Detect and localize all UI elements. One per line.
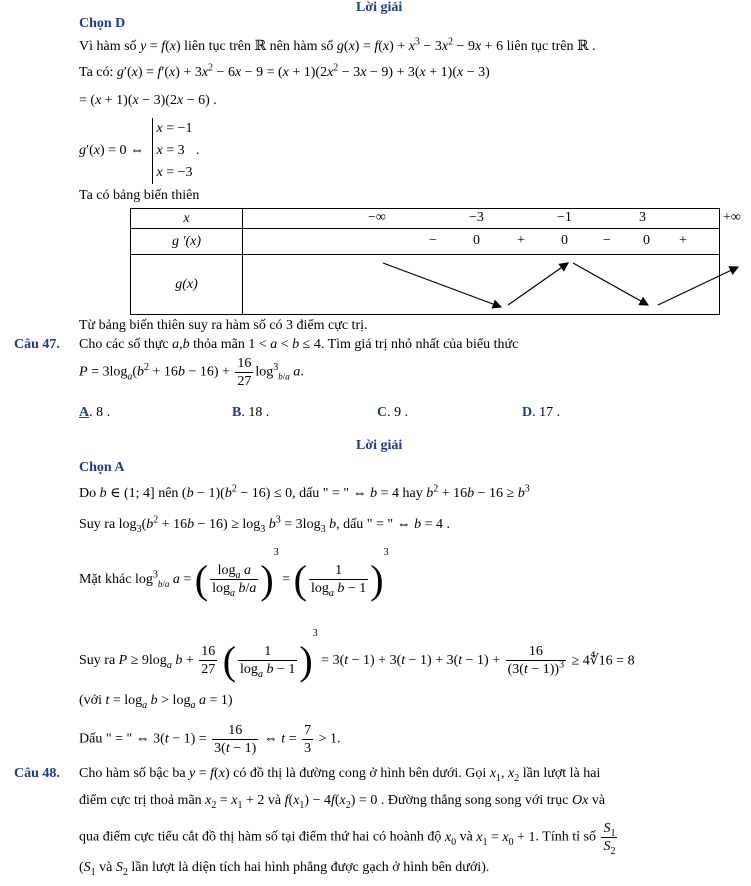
option-b-key: B xyxy=(232,405,242,420)
row-x-label: x xyxy=(131,209,243,229)
option-c-key: C xyxy=(377,405,388,420)
option-d-value: . 17 . xyxy=(532,405,561,420)
variation-arrows xyxy=(243,255,751,315)
text-mat-khac: Mặt khác xyxy=(79,571,132,587)
solution-line-1: Vì hàm số y = f(x) liên tục trên ℝ nên hàm số $g(x) = f(x) + x^3 - 3x^2 - 9x + 6$ liên tục trên ℝ . xyxy=(79,36,596,54)
x-value: −1 xyxy=(557,210,572,225)
option-b[interactable] xyxy=(232,405,269,421)
option-b-value: . 18 . xyxy=(241,405,270,420)
text-dau-2: Dấu xyxy=(79,731,103,747)
arrow-up-1 xyxy=(508,263,568,305)
x-value: 3 xyxy=(639,210,647,225)
variation-table xyxy=(130,208,741,315)
arrow-up-2 xyxy=(658,267,738,305)
sign: 0 xyxy=(473,233,481,248)
cau-48-line-1: Cho hàm số bậc ba y = f(x) có đồ thị là đường cong ở hình bên dưới. Gọi $x_1$, $x_2$ lần lượt là hai xyxy=(79,766,601,784)
text-lien-tuc: liên tục trên ℝ nên hàm số xyxy=(184,39,334,54)
x-value: −3 xyxy=(469,210,484,225)
cau-48-line-3: qua điểm cực tiểu cắt đồ thị hàm số tại điểm thứ hai có hoành độ $x_0$ và $x_1 = x_0 + 1$. Tính tỉ số $\frac{S_1}{S_2}$ xyxy=(79,821,616,857)
row-x-values xyxy=(243,209,741,229)
text-ket-luan: Từ bảng biến thiên suy ra hàm số có 3 điểm cực trị. xyxy=(79,318,368,333)
text-dau: dấu xyxy=(299,486,320,501)
option-a[interactable] xyxy=(79,405,110,421)
text-suy-ra: Suy ra xyxy=(79,517,116,532)
option-d[interactable] xyxy=(522,405,560,421)
text-do: Do xyxy=(79,486,97,501)
sol-line-3: Mặt khác $\log^3_{b/a} a$ = ( $\frac{\log_a a}{\log_a b/a}$ )$^3$ = ( $\frac{1}{\log_a b - 1}$ )$^3$ xyxy=(79,547,389,602)
option-c[interactable] xyxy=(377,405,408,421)
cau-48-line-4: ($S_1$ và $S_2$ lần lượt là diện tích hai hình phẳng được gạch ở hình bên dưới). xyxy=(79,860,490,878)
c48-text-3b: và xyxy=(459,829,473,845)
sign: 0 xyxy=(643,233,651,248)
text-suy-ra: Suy ra xyxy=(79,652,116,668)
c48-text-2d: và xyxy=(591,793,606,808)
sol-line-6: Dấu " = " ⇔ 3(t − 1) = $\frac{16}{3(t - 1)}$ ⇔ t = $\frac{7}{3}$ > 1. xyxy=(79,723,341,756)
chon-d-label: Chọn D xyxy=(79,16,126,31)
text-hay: hay xyxy=(402,486,423,501)
system-gprime-zero: g′(x) = 0 ⇔ x = −1 x = 3 x = −3 . xyxy=(79,118,200,184)
x-value: +∞ xyxy=(723,210,741,225)
stem-text-2: thỏa mãn xyxy=(193,337,245,352)
x-value: −∞ xyxy=(368,210,386,225)
cau-47-expression: $P = 3\log_a(b^2 + 16b - 16)$ + $\frac{16}{27}$ $\log^3_{b/a} a$. xyxy=(79,356,304,389)
text-ta-co: Ta có: xyxy=(79,65,114,80)
cau-47-label: Câu 47. xyxy=(14,337,60,352)
text-nen: nên xyxy=(158,486,179,501)
sign: + xyxy=(517,233,525,248)
sol-line-2: Suy ra $\log_3(b^2 + 16b - 16) \ge \log_3 b^3 = 3\log_3$ b, dấu " = " ⇔ b = 4 . xyxy=(79,514,451,535)
solution-line-2: Ta có: $g'(x) = f'(x) + 3x^2 - 6x - 9 = (x + 1)(2x^2 - 3x - 9) + 3(x + 1)(x - 3)$ xyxy=(79,62,490,80)
option-a-key: A xyxy=(79,405,90,420)
text-bang-bien-thien: Ta có bảng biến thiên xyxy=(79,188,200,203)
loi-giai-heading-2: Lời giải xyxy=(356,438,403,453)
c48-text-2b: và xyxy=(267,793,282,808)
c48-text-2c: . Đường thẳng song song với trục xyxy=(380,793,569,808)
c48-text-3c: . Tính tỉ số xyxy=(535,829,596,845)
sol-line-4: Suy ra $P \ge 9\log_a$ b + $\frac{16}{27}$ ( $\frac{1}{\log_a b - 1}$ )$^3$ = 3(t − 1) + 3(t − 1) + 3(t − 1) + $\frac{16}{(3(t - 1))^3}$ ≥ 4∜16 = 8 xyxy=(79,628,635,683)
stem-text-3: Tìm giá trị nhỏ nhất của biểu thức xyxy=(327,337,519,352)
row-gprime-label: g '(x) xyxy=(131,229,243,255)
sign: + xyxy=(679,233,687,248)
chon-a-label: Chọn A xyxy=(79,460,125,475)
c48-text-1b: có đồ thị là đường cong ở hình bên dưới. Gọi xyxy=(233,766,487,781)
c48-text-3a: qua điểm cực tiểu cắt đồ thị hàm số tại điểm thứ hai có hoành độ xyxy=(79,829,442,845)
c48-text-2a: điểm cực trị thoả mãn xyxy=(79,793,202,808)
cau-47-stem: Cho các số thực a,b thỏa mãn 1 < a < b ≤ 4. Tìm giá trị nhỏ nhất của biểu thức xyxy=(79,337,519,352)
sign: 0 xyxy=(561,233,569,248)
row-g-arrows xyxy=(243,255,720,315)
sol-line-5: (với $t = \log_a b > \log_a a = 1$) xyxy=(79,693,233,711)
cau-48-label: Câu 48. xyxy=(14,766,60,781)
sign: − xyxy=(429,233,437,248)
arrow-down-2 xyxy=(573,263,648,305)
cau-48-line-2: điểm cực trị thoả mãn $x_2 = x_1 + 2$ và $f(x_1) - 4f(x_2) = 0$ . Đường thẳng song song với trục Ox và xyxy=(79,793,606,811)
text-dau: dấu xyxy=(343,517,364,532)
option-a-value: . 8 . xyxy=(89,405,111,420)
option-c-value: . 9 . xyxy=(387,405,409,420)
row-g-label: g(x) xyxy=(131,255,243,315)
arrow-down-1 xyxy=(383,263,501,307)
sign: − xyxy=(603,233,611,248)
c48-text-1: Cho hàm số bậc ba xyxy=(79,766,186,781)
stem-text-1: Cho các số thực xyxy=(79,337,169,352)
row-gprime-signs xyxy=(243,229,720,255)
c48-text-1c: lần lượt là hai xyxy=(522,766,601,781)
loi-giai-heading-1: Lời giải xyxy=(356,0,403,15)
sol-line-1: Do b ∈ (1; 4] nên $(b - 1)(b^2 - 16) \le 0$, dấu " = " ⇔ b = 4 hay $b^2 + 16b - 16 \ge b^3$ xyxy=(79,483,530,501)
text-vi-ham-so: Vì hàm số xyxy=(79,39,137,54)
text-lien-tuc-tren-r: liên tục trên ℝ . xyxy=(506,39,596,54)
text-voi: (với xyxy=(79,693,102,708)
solution-line-3: = (x + 1)(x − 3)(2x − 6) . xyxy=(79,93,217,108)
option-d-key: D xyxy=(522,405,533,420)
c48-text-4: lần lượt là diện tích hai hình phẳng được gạch ở hình bên dưới). xyxy=(131,860,490,875)
